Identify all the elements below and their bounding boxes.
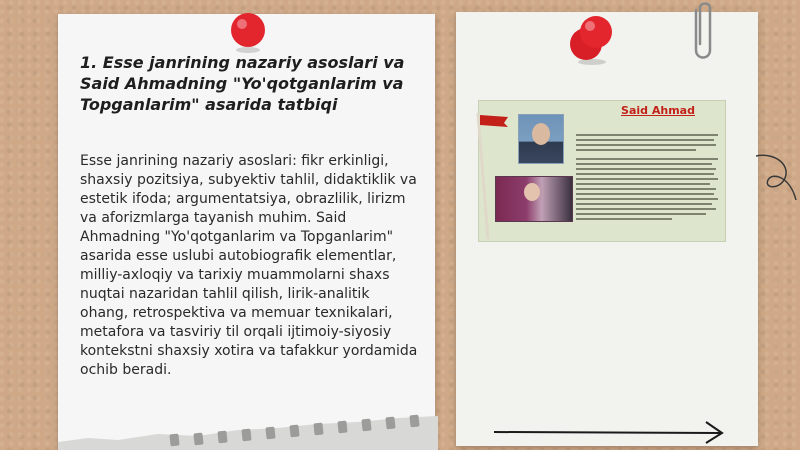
portrait-photo <box>518 114 564 164</box>
slide-body-text: Esse janrining nazariy asoslari: fikr erkinligi, shaxsiy pozitsiya, subyektiv tahlil, didaktiklik va estetik ifoda; argumentatsiya, obrazlilik, lirizm va aforizmlarga tayanish muhim. Said Ahmadning "Yo'qotganlarim va Topganlarim" asarida esse uslubi autobiografik elementlar, milliy-axloqiy va tarixiy muammolarni shaxs nuqtai nazaridan tahlil qilish, lirik-analitik ohang, retrospektiva va memuar texnikalari, metafora va tasviriy til orqali ijtimoiy-siyosiy kontekstni shaxsiy xotira va tafakkur yordamida ochib beradi. <box>80 153 418 378</box>
arrow-right-icon <box>494 420 726 444</box>
curl-decoration-icon <box>756 152 800 204</box>
bio-text-placeholder <box>576 132 722 228</box>
pushpin-icon <box>564 10 624 66</box>
card-title: Said Ahmad <box>621 104 695 117</box>
group-photo <box>495 176 573 222</box>
left-note-card <box>58 14 435 450</box>
torn-edge-decoration <box>58 408 438 450</box>
slide-title: 1. Esse janrining nazariy asoslari va Said Ahmadning "Yo'qotganlarim va Topganlarim" asarida tatbiqi <box>80 53 405 114</box>
paperclip-icon <box>688 0 716 66</box>
pushpin-icon <box>226 10 270 54</box>
